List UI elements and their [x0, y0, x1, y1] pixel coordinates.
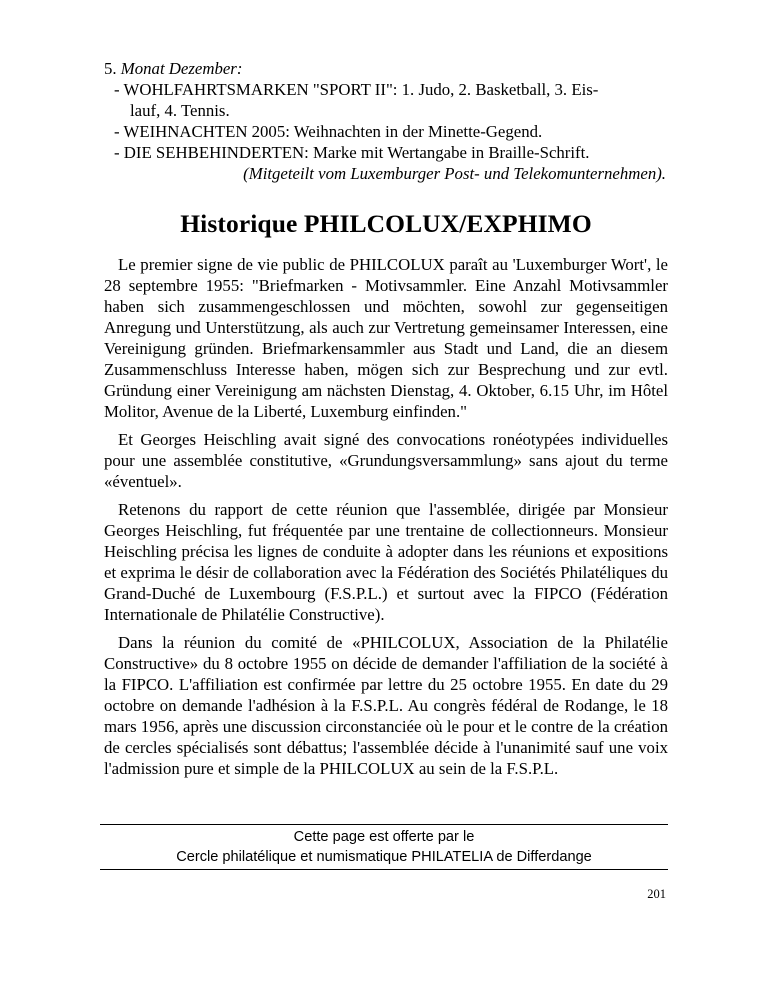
- sponsor-name: Cercle philatélique et numismatique PHILATELIA de Differdange: [176, 849, 592, 865]
- page-content: [104, 58, 668, 786]
- sponsor-box: [100, 824, 668, 870]
- list-item: - WEIHNACHTEN 2005: Weihnachten in der Minette-Gegend.: [114, 122, 543, 141]
- sponsor-line: Cette page est offerte par le: [293, 829, 475, 845]
- list-item: - DIE SEHBEHINDERTEN: Marke mit Wertangabe in Braille-Schrift.: [114, 143, 590, 162]
- list-item: - WOHLFAHRTSMARKEN "SPORT II": 1. Judo, 2. Basketball, 3. Eis-: [114, 80, 599, 99]
- article-paragraph: Et Georges Heischling avait signé des convocations ronéotypées individuelles pour une assemblée constitutive, «Grundungsversammlung» sans ajout du terme «éventuel».: [104, 430, 668, 491]
- source-credit: (Mitgeteilt vom Luxemburger Post- und Telekomunternehmen).: [243, 164, 666, 183]
- article-paragraph: Dans la réunion du comité de «PHILCOLUX, Association de la Philatélie Constructive» du 8 octobre 1955 on décide de demander l'affiliation de la société à la FIPCO. L'affiliation est confirmée par lettre du 25 octobre 1955. En date du 29 octobre on demande l'adhésion à la F.S.P.L. Au congrès fédéral de Rodange, le 18 mars 1956, après une discussion circonstanciée où le pour et le contre de la création de cercles spécialisés sont débattus; l'assemblée décide à l'unanimité sauf une voix l'admission pure et simple de la PHILCOLUX au sein de la F.S.P.L.: [104, 633, 668, 778]
- article-paragraph: Le premier signe de vie public de PHILCOLUX paraît au 'Luxemburger Wort', le 28 septembre 1955: "Briefmarken - Motivsammler. Eine Anzahl Motivsammler haben sich zusammengeschlossen und möchten, sowohl zur gegenseitigen Anregung und Unterstützung, als auch zur Vertretung gemeinsamer Interessen, eine Vereinigung gründen. Briefmarkensammler aus Stadt und Land, die an diesem Zusammenschluss Interesse haben, mögen sich zur Besprechung und zur evtl. Gründung einer Vereinigung am nächsten Dienstag, 4. Oktober, 6.15 Uhr, im Hôtel Molitor, Avenue de la Liberté, Luxemburg einfinden.": [104, 255, 668, 421]
- month-heading: [104, 58, 668, 79]
- page-number: 201: [647, 887, 666, 901]
- list-item-continuation: lauf, 4. Tennis.: [130, 101, 230, 120]
- article-title: Historique PHILCOLUX/EXPHIMO: [180, 209, 592, 238]
- month-label: Monat Dezember:: [120, 59, 243, 78]
- month-number: 5.: [104, 59, 117, 78]
- article-paragraph: Retenons du rapport de cette réunion que l'assemblée, dirigée par Monsieur Georges Heischling, fut fréquentée par une trentaine de collectionneurs. Monsieur Heischling précisa les lignes de conduite à adopter dans les réunions et expositions et exprima le désir de collaboration avec la Fédération des Sociétés Philatéliques du Grand-Duché de Luxembourg (F.S.P.L.) et surtout avec la FIPCO (Fédération Internationale de Philatélie Constructive).: [104, 500, 668, 624]
